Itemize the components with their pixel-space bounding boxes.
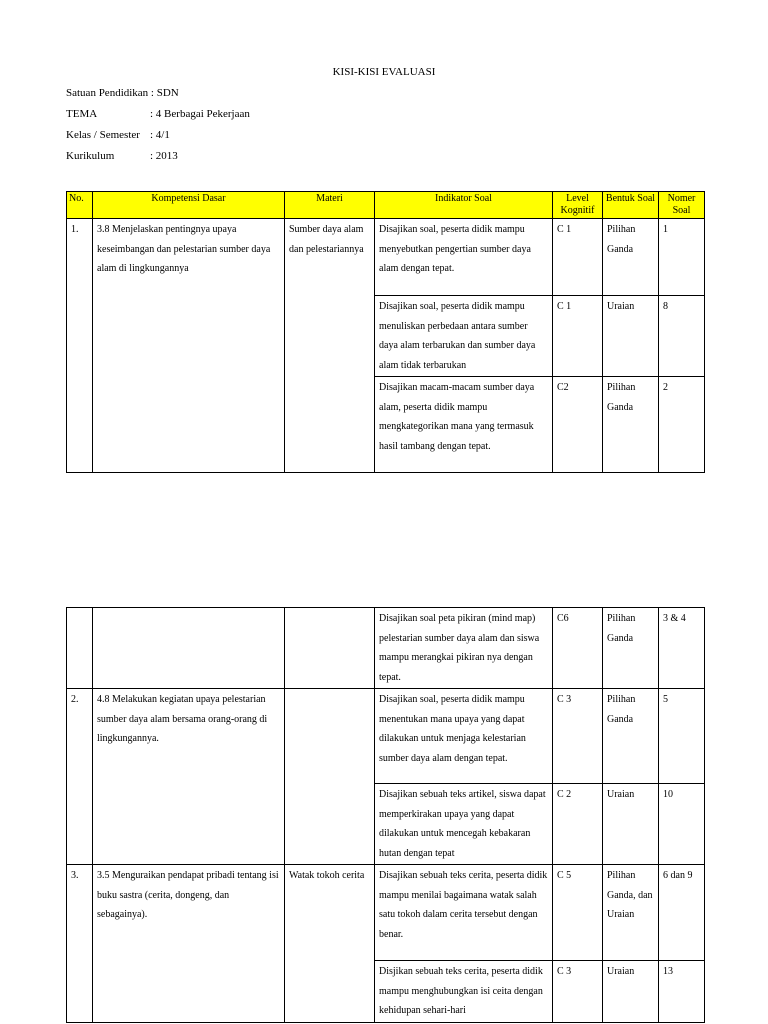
header-no: No.	[67, 192, 93, 219]
cell-materi: Watak tokoh cerita	[285, 865, 375, 1023]
cell-bentuk: Uraian	[603, 296, 659, 377]
table-row	[67, 689, 705, 784]
cell-materi: Sumber daya alam dan pelestariannya	[285, 219, 375, 473]
cell-no: 2.	[67, 689, 93, 865]
cell-indikator: Disajikan sebuah teks cerita, peserta didik mampu menilai bagaimana watak salah satu tokoh dalam cerita tersebut dengan benar.	[375, 865, 553, 961]
cell-nomer: 2	[659, 377, 705, 473]
meta-value: : 4 Berbagai Pekerjaan	[150, 108, 250, 120]
meta-value: : 4/1	[150, 129, 170, 141]
cell-nomer: 8	[659, 296, 705, 377]
cell-level: C 1	[553, 296, 603, 377]
meta-kurikulum	[66, 150, 178, 162]
header-nomer-soal: Nomer Soal	[659, 192, 705, 219]
header-indikator-soal: Indikator Soal	[375, 192, 553, 219]
header-level-kognitif: Level Kognitif	[553, 192, 603, 219]
kisi-kisi-table-page-1	[66, 191, 705, 473]
cell-nomer: 3 & 4	[659, 608, 705, 689]
cell-nomer: 1	[659, 219, 705, 296]
cell-indikator: Disajikan soal peta pikiran (mind map) pelestarian sumber daya alam dan siswa mampu merangkai pikiran nya dengan tepat.	[375, 608, 553, 689]
cell-level: C 3	[553, 689, 603, 784]
header-materi: Materi	[285, 192, 375, 219]
meta-value: : 2013	[150, 150, 178, 162]
cell-indikator: Disajikan macam-macam sumber daya alam, peserta didik mampu mengkategorikan mana yang termasuk hasil tambang dengan tepat.	[375, 377, 553, 473]
cell-no	[67, 608, 93, 689]
cell-no: 1.	[67, 219, 93, 473]
cell-kompetensi-dasar: 3.5 Menguraikan pendapat pribadi tentang isi buku sastra (cerita, dongeng, dan sebagainya).	[93, 865, 285, 1023]
cell-materi	[285, 689, 375, 865]
page-title: KISI-KISI EVALUASI	[332, 66, 436, 78]
cell-indikator: Disajikan soal, peserta didik mampu menentukan mana upaya yang dapat dilakukan untuk menjaga kelestarian sumber daya alam dengan tepat.	[375, 689, 553, 784]
table-row	[67, 865, 705, 961]
cell-bentuk: Pilihan Ganda	[603, 608, 659, 689]
cell-level: C 5	[553, 865, 603, 961]
cell-indikator: Disajikan soal, peserta didik mampu menuliskan perbedaan antara sumber daya alam terbarukan dan sumber daya alam tidak terbarukan	[375, 296, 553, 377]
meta-satuan-pendidikan	[66, 87, 179, 99]
cell-kompetensi-dasar	[93, 608, 285, 689]
table-header-row	[67, 192, 705, 219]
cell-bentuk: Uraian	[603, 784, 659, 865]
meta-kelas-semester	[66, 129, 170, 141]
cell-nomer: 10	[659, 784, 705, 865]
cell-bentuk: Pilihan Ganda	[603, 219, 659, 296]
cell-indikator: Disajikan soal, peserta didik mampu menyebutkan pengertian sumber daya alam dengan tepat.	[375, 219, 553, 296]
cell-level: C 1	[553, 219, 603, 296]
cell-bentuk: Pilihan Ganda	[603, 689, 659, 784]
cell-materi	[285, 608, 375, 689]
cell-indikator: Disjikan sebuah teks cerita, peserta didik mampu menghubungkan isi ceita dengan kehidupan sehari-hari	[375, 961, 553, 1023]
meta-label: TEMA	[66, 108, 98, 120]
cell-nomer: 6 dan 9	[659, 865, 705, 961]
cell-no: 3.	[67, 865, 93, 1023]
header-kompetensi-dasar: Kompetensi Dasar	[93, 192, 285, 219]
cell-indikator: Disajikan sebuah teks artikel, siswa dapat memperkirakan upaya yang dapat dilakukan untuk mencegah kebakaran hutan dengan tepat	[375, 784, 553, 865]
meta-label: Kurikulum	[66, 150, 115, 162]
meta-tema	[66, 108, 250, 120]
table-row	[67, 219, 705, 296]
meta-label: Satuan Pendidikan : SDN	[66, 87, 179, 99]
cell-level: C2	[553, 377, 603, 473]
cell-bentuk: Pilihan Ganda	[603, 377, 659, 473]
cell-level: C 2	[553, 784, 603, 865]
cell-level: C6	[553, 608, 603, 689]
table-row	[67, 608, 705, 689]
cell-bentuk: Uraian	[603, 961, 659, 1023]
cell-nomer: 13	[659, 961, 705, 1023]
cell-level: C 3	[553, 961, 603, 1023]
cell-nomer: 5	[659, 689, 705, 784]
header-bentuk-soal: Bentuk Soal	[603, 192, 659, 219]
kisi-kisi-table-page-2	[66, 607, 705, 1023]
meta-label: Kelas / Semester	[66, 129, 140, 141]
cell-bentuk: Pilihan Ganda, dan Uraian	[603, 865, 659, 961]
cell-kompetensi-dasar: 4.8 Melakukan kegiatan upaya pelestarian sumber daya alam bersama orang-orang di lingkungannya.	[93, 689, 285, 865]
cell-kompetensi-dasar: 3.8 Menjelaskan pentingnya upaya keseimbangan dan pelestarian sumber daya alam di lingkungannya	[93, 219, 285, 473]
